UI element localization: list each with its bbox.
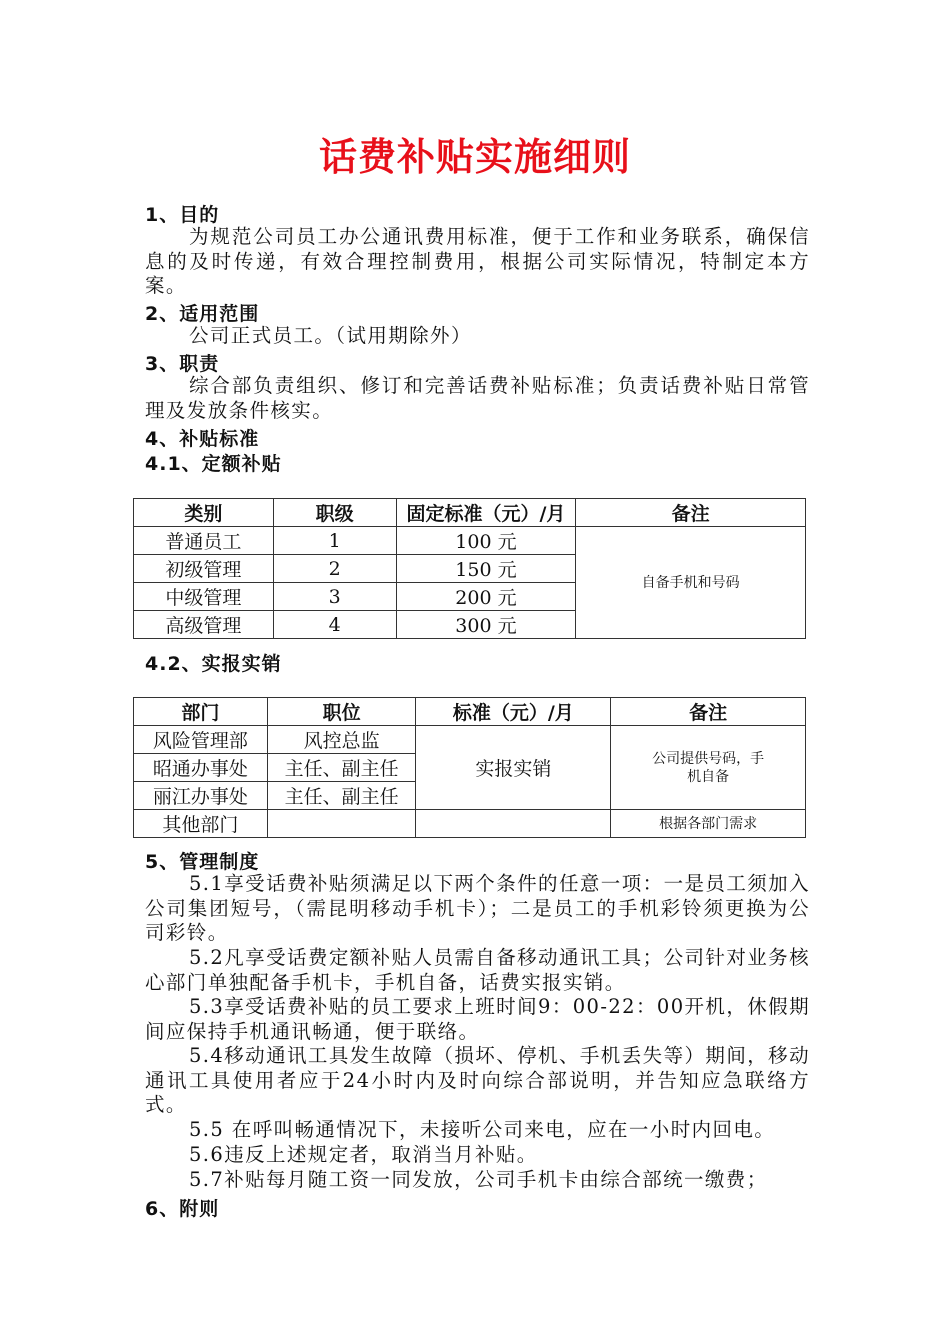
rule-item: 5.7补贴每月随工资一同发放，公司手机卡由综合部统一缴费； (189, 1168, 768, 1191)
section-5-heading: 5、管理制度 (145, 851, 260, 873)
table-cell (416, 810, 611, 838)
section-4-2-heading: 4.2、实报实销 (145, 653, 282, 675)
table-cell: 昭通办事处 (134, 754, 268, 782)
table-row (134, 810, 806, 838)
table-row (134, 527, 806, 555)
table-header: 固定标准（元）/月 (396, 499, 576, 527)
table-cell: 300 元 (396, 611, 576, 639)
table-header: 标准（元）/月 (416, 698, 611, 726)
table-header: 职级 (273, 499, 396, 527)
rule-item: 5.6违反上述规定者，取消当月补贴。 (189, 1143, 538, 1166)
table-header-row (134, 499, 806, 527)
table-cell: 3 (273, 583, 396, 611)
rule-item: 5.2凡享受话费定额补贴人员需自备移动通讯工具；公司针对业务核心部门单独配备手机卡，手机自备，话费实报实销。 (145, 946, 810, 994)
table-cell: 丽江办事处 (134, 782, 268, 810)
fixed-subsidy-table (133, 498, 806, 639)
table-header: 备注 (576, 499, 806, 527)
page-title: 话费补贴实施细则 (318, 135, 631, 179)
rule-item: 5.1享受话费补贴须满足以下两个条件的任意一项：一是员工须加入公司集团短号，（需昆明移动手机卡）；二是员工的手机彩铃须更换为公司彩铃。 (145, 872, 810, 944)
table-cell: 风险管理部 (134, 726, 268, 754)
table-note-cell: 公司提供号码，手机自备 (611, 726, 806, 810)
table-cell: 主任、副主任 (267, 782, 416, 810)
actual-reimbursement-table (133, 697, 806, 838)
section-1-text: 为规范公司员工办公通讯费用标准，便于工作和业务联系，确保信息的及时传递，有效合理控制费用，根据公司实际情况，特制定本方案。 (145, 225, 810, 297)
section-2-heading: 2、适用范围 (145, 303, 260, 325)
rule-item: 5.4移动通讯工具发生故障（损坏、停机、手机丢失等）期间，移动通讯工具使用者应于24小时内及时向综合部说明，并告知应急联络方式。 (145, 1044, 810, 1116)
table-cell: 高级管理 (134, 611, 274, 639)
table-cell: 风控总监 (267, 726, 416, 754)
table-cell: 2 (273, 555, 396, 583)
rule-item: 5.5 在呼叫畅通情况下，未接听公司来电，应在一小时内回电。 (189, 1118, 776, 1141)
table-header: 部门 (134, 698, 268, 726)
table-standard-cell: 实报实销 (416, 726, 611, 810)
table-header-row (134, 698, 806, 726)
table-header: 职位 (267, 698, 416, 726)
rule-item: 5.3享受话费补贴的员工要求上班时间9：00-22：00开机，休假期间应保持手机通讯畅通，便于联络。 (145, 995, 810, 1043)
table-note-cell: 根据各部门需求 (611, 810, 806, 838)
table-cell: 200 元 (396, 583, 576, 611)
table-note-cell: 自备手机和号码 (576, 527, 806, 639)
table-cell: 150 元 (396, 555, 576, 583)
table-cell: 普通员工 (134, 527, 274, 555)
section-1-heading: 1、目的 (145, 204, 220, 226)
table-cell (267, 810, 416, 838)
table-cell: 1 (273, 527, 396, 555)
section-4-1-heading: 4.1、定额补贴 (145, 453, 282, 475)
section-2-text: 公司正式员工。（试用期除外） (189, 324, 472, 347)
table-row (134, 726, 806, 754)
table-cell: 主任、副主任 (267, 754, 416, 782)
section-3-text: 综合部负责组织、修订和完善话费补贴标准；负责话费补贴日常管理及发放条件核实。 (145, 374, 810, 422)
table-cell: 初级管理 (134, 555, 274, 583)
table-header: 备注 (611, 698, 806, 726)
section-6-heading: 6、附则 (145, 1198, 220, 1220)
table-cell: 4 (273, 611, 396, 639)
table-cell: 100 元 (396, 527, 576, 555)
table-cell: 中级管理 (134, 583, 274, 611)
table-header: 类别 (134, 499, 274, 527)
section-4-heading: 4、补贴标准 (145, 428, 260, 450)
table-cell: 其他部门 (134, 810, 268, 838)
section-3-heading: 3、职责 (145, 353, 220, 375)
